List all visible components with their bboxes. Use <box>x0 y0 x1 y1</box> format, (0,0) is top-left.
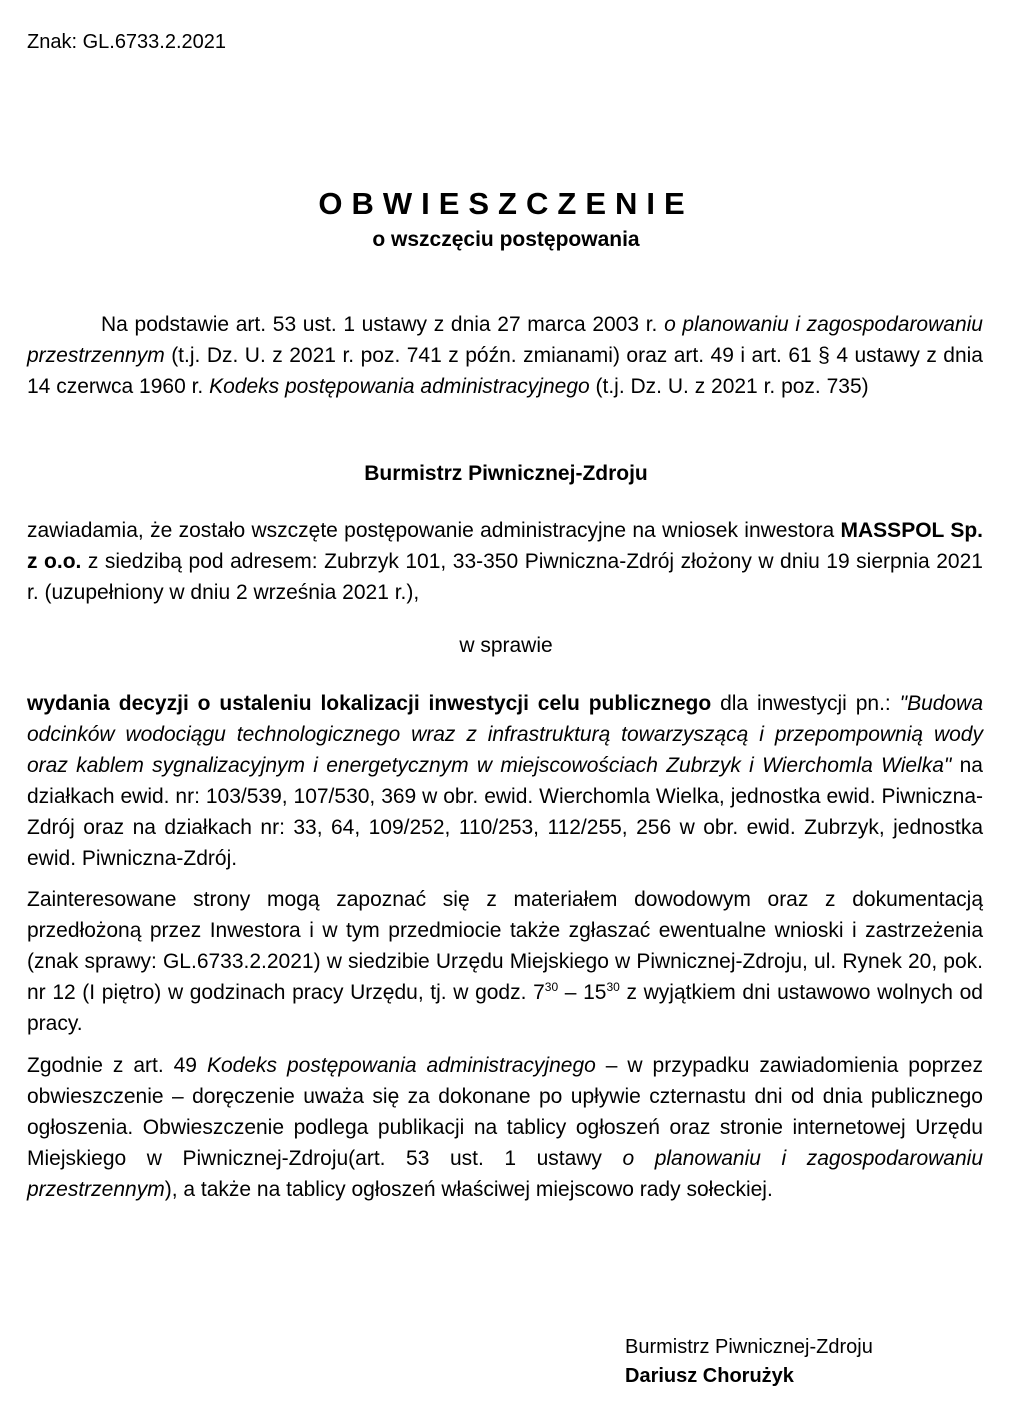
inspection-text: Zainteresowane strony mogą zapoznać się z materiałem dowodowym oraz z dokumentacją przedłożoną przez Inwestora i w tym przedmiocie także zgłaszać ewentualne wnioski i zastrzeżenia (znak sprawy: GL.6733.2.2021) w siedzibie Urzędu Miejskiego w Piwnicznej-Zdroju, ul. Rynek 20, pok. nr 12 (I piętro) w godzinach pracy Urzędu, tj. w godz. <box>27 888 983 1004</box>
act-title-kpa: Kodeks postępowania administracyjnego <box>209 375 590 398</box>
delivery-paragraph <box>27 1050 983 1205</box>
case-reference: Znak: GL.6733.2.2021 <box>27 31 227 53</box>
act-title-kpa: Kodeks postępowania administracyjnego <box>206 1054 596 1077</box>
document-title: OBWIESZCZENIE <box>318 186 694 221</box>
authority-heading: Burmistrz Piwnicznej-Zdroju <box>364 462 648 485</box>
delivery-text: – w przypadku zawiadomienia poprzez obwieszczenie – doręczenie uważa się za dokonane po upływie czternastu dni od dnia publicznego ogłoszenia. Obwieszczenie podlega publikacji na tablicy ogłoszeń oraz stronie internetowej Urzędu Miejskiego w Piwnicznej-Zdroju(art. 53 ust. 1 ustawy <box>27 1054 983 1170</box>
signature-name: Dariusz Chorużyk <box>625 1365 794 1387</box>
investor-name: MASSPOL Sp. z o.o. <box>27 519 983 573</box>
investment-name: "Budowa odcinków wodociągu technologicznego wraz z infrastrukturą towarzyszącą i przepompownią wody oraz kablem sygnalizacyjnym i energetycznym w miejscowościach Zubrzyk i Wierchomla Wielka" <box>27 692 983 777</box>
in-matter-label: w sprawie <box>459 634 553 657</box>
notice-text: z siedzibą pod adresem: Zubrzyk 101, 33-350 Piwniczna-Zdrój złożony w dniu 19 sierpnia 2021 r. (uzupełniony w dniu 2 września 2021 r.), <box>27 550 983 604</box>
delivery-text: Zgodnie z art. 49 <box>27 1054 207 1077</box>
hours-from: 7 <box>533 981 545 1004</box>
legal-basis-paragraph <box>27 309 983 402</box>
subject-paragraph <box>27 688 983 874</box>
delivery-text: ), a także na tablicy ogłoszeń właściwej miejscowo rady sołeckiej. <box>164 1178 773 1201</box>
act-title-planning: o planowaniu i zagospodarowaniu przestrzennym <box>27 313 983 367</box>
legal-basis-text: Na podstawie art. 53 ust. 1 ustawy z dnia 27 marca 2003 r. <box>101 313 665 336</box>
inspection-paragraph <box>27 884 983 1039</box>
inspection-text: z wyjątkiem dni ustawowo wolnych od pracy. <box>27 981 983 1035</box>
signature-title: Burmistrz Piwnicznej-Zdroju <box>625 1336 873 1358</box>
decision-type: wydania decyzji o ustaleniu lokalizacji inwestycji celu publicznego <box>27 692 712 715</box>
hours-from-minutes: 30 <box>544 980 559 994</box>
legal-basis-text: (t.j. Dz. U. z 2021 r. poz. 735) <box>589 375 869 398</box>
hours-to: 15 <box>583 981 607 1004</box>
hours-dash: – <box>558 981 584 1004</box>
subject-text: dla inwestycji pn.: <box>711 692 900 715</box>
plots-text: na działkach ewid. nr: 103/539, 107/530, 369 w obr. ewid. Wierchomla Wielka, jednostka ewid. Piwniczna-Zdrój oraz na działkach nr: 33, 64, 109/252, 110/253, 112/255, 256 w obr. ewid. Zubrzyk, jednostka ewid. Piwniczna-Zdrój. <box>27 754 983 870</box>
act-title-planning: o planowaniu i zagospodarowaniu przestrzennym <box>27 1147 984 1201</box>
hours-to-minutes: 30 <box>606 980 620 994</box>
notice-text: zawiadamia, że zostało wszczęte postępowanie administracyjne na wniosek inwestora <box>27 519 841 542</box>
legal-basis-text: (t.j. Dz. U. z 2021 r. poz. 741 z późn. zmianami) oraz art. 49 i art. 61 § 4 ustawy z dnia 14 czerwca 1960 r. <box>27 344 983 398</box>
notice-paragraph <box>27 515 983 608</box>
document-subtitle: o wszczęciu postępowania <box>372 228 640 251</box>
